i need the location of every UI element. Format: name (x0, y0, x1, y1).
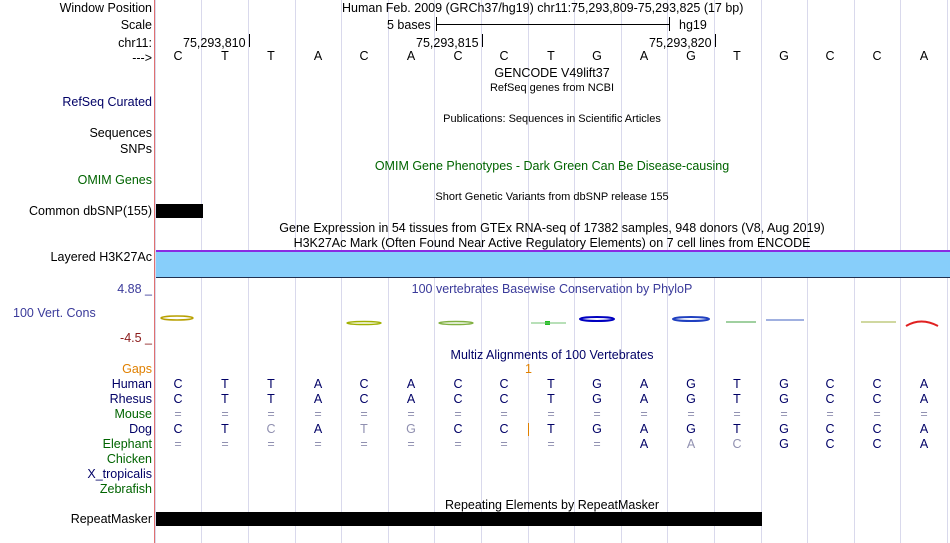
alignment-base: = (314, 407, 322, 421)
ruler-base: A (406, 49, 416, 63)
alignment-base: = (687, 407, 695, 421)
gap-marker: 1 (525, 362, 532, 376)
chrom-label: chr11: (118, 36, 152, 50)
alignment-base: G (592, 422, 602, 436)
alignment-base: = (407, 407, 415, 421)
alignment-base: T (267, 377, 275, 391)
alignment-base: = (826, 407, 834, 421)
h3k27ac-signal[interactable] (156, 250, 950, 278)
alignment-base: G (779, 437, 789, 451)
alignment-base: T (547, 422, 555, 436)
alignment-base: = (174, 437, 182, 451)
cons-max-label: 4.88 _ (117, 282, 152, 296)
multiz-title[interactable]: Multiz Alignments of 100 Vertebrates (450, 348, 654, 362)
ruler-base: C (453, 49, 463, 63)
alignment-base: C (266, 422, 276, 436)
alignment-base: = (640, 407, 648, 421)
omim-genes-label[interactable]: OMIM Genes (77, 173, 152, 187)
position-label-1: 75,293,810 (183, 36, 246, 50)
ruler-base: C (499, 49, 509, 63)
omim-title[interactable]: OMIM Gene Phenotypes - Dark Green Can Be Disease-causing (374, 159, 730, 173)
common-dbsnp-label[interactable]: Common dbSNP(155) (29, 204, 152, 218)
alignment-base: A (639, 422, 649, 436)
alignment-base: = (547, 437, 555, 451)
gencode-title[interactable]: GENCODE V49lift37 (494, 66, 610, 80)
cons-min-label: -4.5 _ (120, 331, 152, 345)
ruler-base: T (733, 49, 741, 63)
alignment-base: A (313, 422, 323, 436)
alignment-base: C (499, 392, 509, 406)
sidebar-border (154, 0, 155, 543)
position-label-3: 75,293,820 (649, 36, 712, 50)
alignment-base: A (686, 437, 696, 451)
alignment-base: A (639, 437, 649, 451)
ruler-base: T (221, 49, 229, 63)
alignment-base: C (499, 377, 509, 391)
alignment-base: = (733, 407, 741, 421)
alignment-base: C (732, 437, 742, 451)
repeatmasker-item[interactable] (156, 512, 762, 526)
alignment-base: C (359, 377, 369, 391)
alignment-base: = (593, 407, 601, 421)
alignment-base: = (547, 407, 555, 421)
ruler-base: C (872, 49, 882, 63)
species-label[interactable]: Chicken (106, 452, 152, 466)
alignment-base: C (173, 422, 183, 436)
repeatmasker-label[interactable]: RepeatMasker (70, 512, 152, 526)
alignment-base: A (313, 377, 323, 391)
position-label-2: 75,293,815 (416, 36, 479, 50)
alignment-base: = (174, 407, 182, 421)
alignment-base: = (454, 437, 462, 451)
insertion-marker (528, 423, 529, 436)
alignment-base: C (872, 377, 882, 391)
alignment-base: A (919, 437, 929, 451)
alignment-base: T (733, 377, 741, 391)
alignment-base: C (825, 422, 835, 436)
species-label[interactable]: Elephant (102, 437, 152, 451)
alignment-base: G (592, 377, 602, 391)
refseq-subtitle: RefSeq genes from NCBI (489, 82, 615, 94)
alignment-base: = (873, 407, 881, 421)
cons-label[interactable]: 100 Vert. Cons (13, 306, 96, 320)
alignment-base: A (639, 377, 649, 391)
species-label[interactable]: Mouse (114, 407, 152, 421)
scale-text: 5 bases (387, 18, 431, 32)
ruler-base: C (825, 49, 835, 63)
species-label[interactable]: Zebrafish (99, 482, 152, 496)
gtex-title[interactable]: Gene Expression in 54 tissues from GTEx RNA-seq of 17382 samples, 948 donors (V8, Aug 2019) (279, 221, 825, 235)
alignment-base: C (872, 392, 882, 406)
alignment-base: A (406, 377, 416, 391)
refseq-curated-label[interactable]: RefSeq Curated (62, 95, 152, 109)
alignment-base: T (221, 392, 229, 406)
alignment-base: = (267, 437, 275, 451)
alignment-base: = (221, 437, 229, 451)
alignment-base: C (825, 377, 835, 391)
strand-label: ---> (132, 51, 152, 65)
alignment-base: C (499, 422, 509, 436)
scale-label: Scale (120, 18, 152, 32)
dbsnp-item[interactable] (156, 204, 203, 218)
ruler-base: C (359, 49, 369, 63)
alignment-base: G (686, 377, 696, 391)
ruler-base: A (313, 49, 323, 63)
alignment-base: C (453, 377, 463, 391)
h3k27ac-title[interactable]: H3K27Ac Mark (Often Found Near Active Regulatory Elements) on 7 cell lines from ENCODE (293, 236, 811, 250)
alignment-base: = (500, 407, 508, 421)
snps-label[interactable]: SNPs (120, 142, 152, 156)
alignment-base: G (406, 422, 416, 436)
alignment-base: T (221, 422, 229, 436)
gaps-label[interactable]: Gaps (122, 362, 152, 376)
alignment-base: = (407, 437, 415, 451)
alignment-base: A (406, 392, 416, 406)
alignment-base: G (779, 377, 789, 391)
alignment-base: A (313, 392, 323, 406)
scale-assembly: hg19 (679, 18, 707, 32)
ruler-base: A (639, 49, 649, 63)
alignment-base: A (639, 392, 649, 406)
alignment-base: = (360, 407, 368, 421)
species-label[interactable]: Human (111, 377, 152, 391)
publications-subtitle: Publications: Sequences in Scientific Articles (443, 113, 661, 125)
ruler-base: C (173, 49, 183, 63)
window-position-label: Window Position (59, 1, 152, 15)
alignment-base: = (593, 437, 601, 451)
alignment-base: A (919, 377, 929, 391)
sequences-label[interactable]: Sequences (89, 126, 152, 140)
cons-title[interactable]: 100 vertebrates Basewise Conservation by PhyloP (411, 282, 693, 296)
scale-bar (436, 17, 670, 31)
alignment-base: T (547, 392, 555, 406)
alignment-base: = (360, 437, 368, 451)
species-label[interactable]: Rhesus (109, 392, 152, 406)
position-tick-3 (715, 34, 716, 47)
alignment-base: = (267, 407, 275, 421)
layered-h3k27ac-label[interactable]: Layered H3K27Ac (50, 250, 152, 264)
alignment-base: = (500, 437, 508, 451)
alignment-base: C (872, 422, 882, 436)
alignment-base: C (173, 377, 183, 391)
alignment-base: T (360, 422, 368, 436)
window-position-text: Human Feb. 2009 (GRCh37/hg19) chr11:75,293,809-75,293,825 (17 bp) (342, 1, 744, 15)
cons-wiggle[interactable] (156, 309, 950, 331)
alignment-base: = (221, 407, 229, 421)
alignment-base: C (872, 437, 882, 451)
alignment-base: C (453, 422, 463, 436)
alignment-base: A (919, 392, 929, 406)
position-tick-1 (249, 34, 250, 47)
position-tick-2 (482, 34, 483, 47)
alignment-base: C (825, 437, 835, 451)
alignment-base: G (779, 422, 789, 436)
alignment-base: G (686, 422, 696, 436)
ruler-base: T (267, 49, 275, 63)
alignment-base: C (825, 392, 835, 406)
alignment-base: T (733, 422, 741, 436)
alignment-base: C (359, 392, 369, 406)
ruler-base: A (919, 49, 929, 63)
alignment-base: C (173, 392, 183, 406)
alignment-base: = (920, 407, 928, 421)
alignment-base: T (733, 392, 741, 406)
alignment-base: T (221, 377, 229, 391)
alignment-base: = (454, 407, 462, 421)
dbsnp-subtitle: Short Genetic Variants from dbSNP release 155 (435, 191, 669, 203)
alignment-base: T (267, 392, 275, 406)
ruler-base: G (779, 49, 789, 63)
alignment-base: = (780, 407, 788, 421)
alignment-base: G (779, 392, 789, 406)
repeatmasker-title[interactable]: Repeating Elements by RepeatMasker (444, 498, 660, 512)
ruler-base: G (592, 49, 602, 63)
species-label[interactable]: Dog (129, 422, 152, 436)
ruler-base: T (547, 49, 555, 63)
alignment-base: T (547, 377, 555, 391)
ruler-base: G (686, 49, 696, 63)
alignment-base: = (314, 437, 322, 451)
alignment-base: A (919, 422, 929, 436)
species-label[interactable]: X_tropicalis (87, 467, 152, 481)
alignment-base: C (453, 392, 463, 406)
alignment-base: G (686, 392, 696, 406)
alignment-base: G (592, 392, 602, 406)
